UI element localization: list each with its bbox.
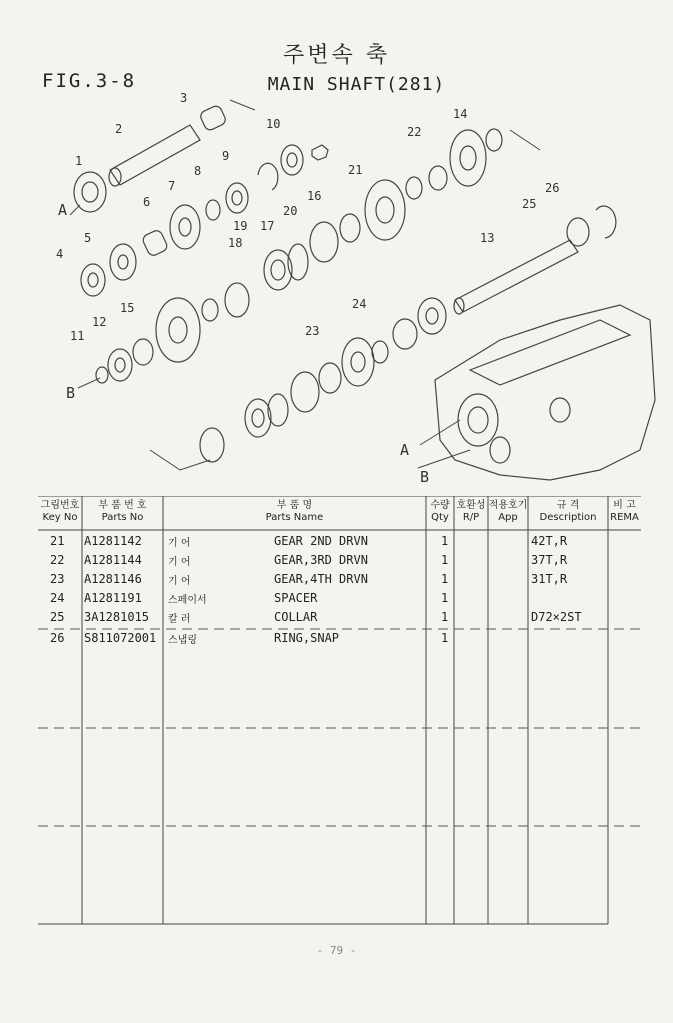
description: 31T,R bbox=[531, 572, 568, 586]
part-no: A1281142 bbox=[84, 534, 142, 548]
callout-22: 22 bbox=[407, 125, 422, 139]
description: 37T,R bbox=[531, 553, 568, 567]
callout-14: 14 bbox=[453, 107, 468, 121]
callout-19: 19 bbox=[233, 219, 248, 233]
page-title-english: MAIN SHAFT(281) bbox=[267, 74, 446, 95]
callout-9: 9 bbox=[222, 149, 230, 163]
table-row bbox=[38, 631, 641, 649]
qty: 1 bbox=[441, 553, 449, 567]
callout-8: 8 bbox=[194, 164, 202, 178]
part-name-kr: 스페이서 bbox=[168, 595, 207, 606]
qty: 1 bbox=[441, 631, 449, 645]
callout-11: 11 bbox=[70, 329, 85, 343]
exploded-parts-diagram bbox=[0, 0, 673, 490]
key-no: 22 bbox=[50, 553, 65, 567]
table-row bbox=[38, 572, 641, 590]
part-no: S811072001 bbox=[84, 631, 157, 645]
callout-18: 18 bbox=[228, 236, 243, 250]
header-remarks: 비 고 REMA bbox=[610, 500, 639, 523]
header-qty: 수량 Qty bbox=[430, 500, 450, 523]
part-no: A1281191 bbox=[84, 591, 142, 605]
qty: 1 bbox=[441, 591, 449, 605]
callout-21: 21 bbox=[348, 163, 363, 177]
callout-1: 1 bbox=[75, 154, 83, 168]
key-no: 24 bbox=[50, 591, 65, 605]
callout-2: 2 bbox=[115, 122, 123, 136]
key-no: 21 bbox=[50, 534, 65, 548]
part-no: A1281146 bbox=[84, 572, 142, 586]
header-key: 그림번호 Key No bbox=[40, 500, 80, 523]
callout-23: 23 bbox=[305, 324, 320, 338]
description: D72×2ST bbox=[531, 610, 582, 624]
part-name-en: GEAR,3RD DRVN bbox=[274, 553, 368, 567]
qty: 1 bbox=[441, 610, 449, 624]
part-shaft-upper bbox=[110, 125, 200, 185]
part-name-kr: 기 어 bbox=[168, 538, 191, 549]
callout-12: 12 bbox=[92, 315, 107, 329]
part-name-kr: 기 어 bbox=[168, 576, 191, 587]
key-no: 25 bbox=[50, 610, 65, 624]
part-no: 3A1281015 bbox=[84, 610, 150, 624]
callout-25: 25 bbox=[522, 197, 537, 211]
callout-17: 17 bbox=[260, 219, 275, 233]
figure-label: FIG.3-8 bbox=[42, 70, 137, 92]
callout-26: 26 bbox=[545, 181, 560, 195]
page-title-korean: 주변속 축 bbox=[282, 43, 390, 68]
table-row bbox=[38, 610, 641, 628]
description: 42T,R bbox=[531, 534, 568, 548]
ref-b-right: B bbox=[420, 468, 430, 486]
header-rp: 호환성 R/P bbox=[456, 500, 486, 523]
part-name-en: RING,SNAP bbox=[274, 631, 340, 645]
part-name-en: GEAR,4TH DRVN bbox=[274, 572, 368, 586]
header-part-no: 부 품 번 호 Parts No bbox=[98, 500, 147, 523]
callout-20: 20 bbox=[283, 204, 298, 218]
part-name-en: SPACER bbox=[274, 591, 318, 605]
table-row bbox=[38, 591, 641, 609]
header-app: 적용호기 App bbox=[488, 500, 528, 523]
table-row bbox=[38, 553, 641, 571]
page-number: - 79 - bbox=[316, 944, 357, 957]
header-description: 규 격 Description bbox=[539, 500, 597, 523]
callout-16: 16 bbox=[307, 189, 322, 203]
parts-table bbox=[38, 496, 641, 926]
callout-15: 15 bbox=[120, 301, 135, 315]
callout-13: 13 bbox=[480, 231, 495, 245]
callout-3: 3 bbox=[180, 91, 188, 105]
part-name-kr: 스냅링 bbox=[168, 635, 197, 646]
part-no: A1281144 bbox=[84, 553, 142, 567]
part-name-kr: 기 어 bbox=[168, 557, 191, 568]
ref-a-left: A bbox=[58, 201, 68, 219]
table-row bbox=[38, 534, 641, 552]
key-no: 23 bbox=[50, 572, 65, 586]
callout-7: 7 bbox=[168, 179, 176, 193]
callout-5: 5 bbox=[84, 231, 92, 245]
part-name-en: GEAR 2ND DRVN bbox=[274, 534, 368, 548]
callout-6: 6 bbox=[143, 195, 151, 209]
callout-24: 24 bbox=[352, 297, 367, 311]
callout-4: 4 bbox=[56, 247, 64, 261]
part-name-en: COLLAR bbox=[274, 610, 318, 624]
qty: 1 bbox=[441, 572, 449, 586]
key-no: 26 bbox=[50, 631, 65, 645]
header-part-name: 부 품 명 Parts Name bbox=[265, 500, 324, 523]
qty: 1 bbox=[441, 534, 449, 548]
ref-b-left: B bbox=[66, 384, 76, 402]
part-name-kr: 칼 러 bbox=[168, 614, 191, 625]
ref-a-right: A bbox=[400, 441, 410, 459]
callout-10: 10 bbox=[266, 117, 281, 131]
